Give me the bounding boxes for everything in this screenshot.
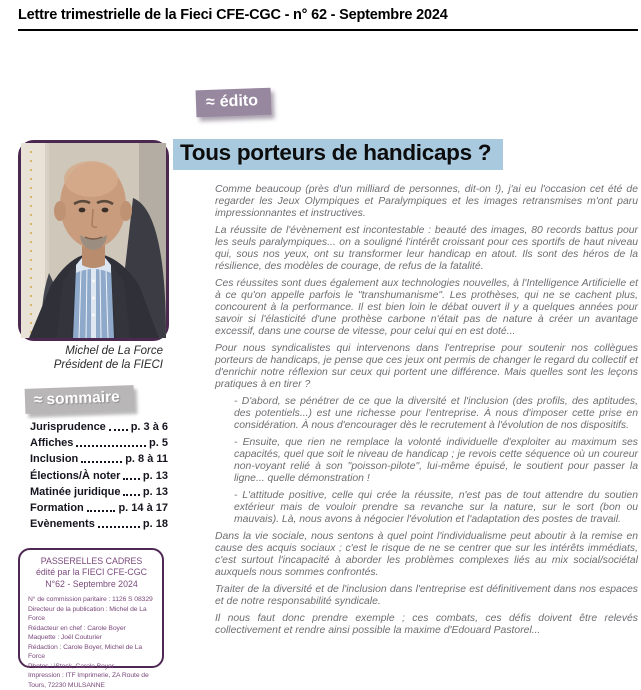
- imprint-header: [28, 556, 155, 590]
- toc-page: p. 13: [142, 469, 168, 482]
- president-photo: [18, 140, 169, 341]
- imprint-details: [28, 595, 155, 690]
- toc-page: p. 13: [142, 485, 168, 498]
- portrait-caption: [10, 344, 163, 373]
- article-title: Tous porteurs de handicaps ?: [173, 139, 503, 170]
- imprint-detail-line: N° de commission paritaire : 1126 S 08329: [28, 596, 153, 604]
- imprint-title: PASSERELLES CADRES: [40, 556, 143, 566]
- imprint-detail-line: Directeur de la publication : Michel de La Force: [28, 605, 147, 623]
- editorial-body: [215, 184, 638, 642]
- toc-item-affiches[interactable]: [30, 437, 168, 449]
- toc-page: p. 3 à 6: [130, 421, 168, 433]
- toc-page: p. 8 à 11: [125, 453, 168, 466]
- toc-item-evenements[interactable]: [30, 518, 168, 530]
- imprint-issue: N°62 - Septembre 2024: [45, 578, 138, 589]
- toc-leader-dots: [109, 429, 128, 431]
- toc-item-jurisprudence[interactable]: [30, 421, 168, 433]
- toc-page: p. 14 à 17: [118, 501, 168, 514]
- toc-item-inclusion[interactable]: [30, 453, 168, 465]
- imprint-detail-line: Impression : ITF Imprimerie, ZA Route de Tours, 72230 MULSANNE: [28, 672, 149, 689]
- imprint-detail-line: Rédacteur en chef : Carole Boyer: [28, 624, 126, 632]
- article-paragraph: Il nous faut donc prendre exemple ; ces combats, ces défis doivent être relevés collectivement et rendre ainsi possible la maxime d'Edouard Pastorel...: [215, 613, 638, 636]
- toc-label: Élections/À noter: [30, 469, 121, 482]
- imprint-box: [18, 548, 164, 689]
- imprint-detail-line: Photos : iStock, Carole Boyer: [28, 662, 114, 670]
- article-paragraph: Traiter de la diversité et de l'inclusion dans l'entreprise est définitivement dans nos espaces et de notre responsabilité syndicale.: [215, 584, 638, 607]
- sommaire-banner-label: sommaire: [46, 388, 120, 409]
- toc-label: Affiches: [30, 437, 74, 450]
- sommaire-section-banner: [25, 385, 135, 414]
- author-role: Président de la FIECI: [53, 359, 163, 372]
- article-paragraph: - L'attitude positive, celle qui crée la réussite, n'est pas de tout attendre du soutien extérieur mais de vouloir prendre sa revanche sur la nature, sur le sort (bon ou mauvais). Là, nous avons à négocier l'évolution et l'adaptation des postes de travail.: [234, 490, 638, 525]
- approx-icon: ≈: [205, 93, 216, 111]
- toc-leader-dots: [81, 461, 122, 463]
- approx-icon: ≈: [33, 391, 43, 409]
- toc-label: Matinée juridique: [30, 485, 121, 498]
- article-paragraph: - D'abord, se pénétrer de ce que la diversité et l'inclusion (des profils, des aptitudes, des potentiels...) est une richesse pour l'entreprise. À nous d'imposer cette prise en considération. À nous d'encourager dès le recrutement à l'évolution de nos dispositifs.: [234, 396, 638, 431]
- toc-item-matinee-juridique[interactable]: [30, 486, 168, 498]
- portrait-illustration: [21, 143, 166, 338]
- imprint-detail-line: Rédaction : Carole Boyer, Michel de La Force: [28, 643, 143, 661]
- toc-page: p. 18: [142, 518, 168, 531]
- table-of-contents: [30, 421, 168, 534]
- toc-leader-dots: [87, 510, 116, 512]
- author-name: Michel de La Force: [65, 345, 163, 357]
- article-paragraph: Dans la vie sociale, nous sentons à quel point l'individualisme peut aboutir à la remise en cause des acquis sociaux ; c'est le risque de ne se centrer que sur les intérêts immédiats, c'est surtout l'incapacité à aborder les problèmes complexes liés au mix social/sociétal auxquels nous sommes confrontés.: [215, 531, 638, 578]
- article-paragraph: Ces réussites sont dues également aux technologies nouvelles, à l'Intelligence Artificielle et à ce qu'on appelle parfois le "transhumanisme". Les prothèses, qui ne se cachent plus, concourent à la performance. Il est bien loin le débat ouvert il y a quelques années pour savoir si l'élasticité d'une prothèse carbone n'était pas de nature à créer un avantage excessif, dans une course de vitesse, pour celui qui en est doté...: [215, 278, 638, 337]
- article-paragraph: La réussite de l'évènement est incontestable : beauté des images, 80 records battus pour les seuls paralympiques... on a souligné l'intérêt croissant pour ces sportifs de haut niveau qui, sous nos yeux, ont su transformer leur handicap en atout. Ils sont des héros de la résilience, des modèles de courage, de refus de la fatalité.: [215, 225, 638, 272]
- toc-item-elections[interactable]: [30, 470, 168, 482]
- article-paragraph: Comme beaucoup (près d'un milliard de personnes, dit-on !), j'ai eu l'occasion cet été de regarder les Jeux Olympiques et Paralympiques et les images retransmises m'ont paru impressionnantes et instructives.: [215, 184, 638, 219]
- imprint-publisher: édité par la FIECI CFE-CGC: [36, 567, 147, 578]
- edito-banner-label: édito: [219, 92, 259, 111]
- toc-label: Jurisprudence: [30, 421, 106, 433]
- toc-leader-dots: [123, 478, 139, 480]
- article-paragraph: - Ensuite, que rien ne remplace la volonté individuelle d'exploiter au maximum ses capacités, quel que soit le niveau de handicap ; je revois cette séquence où un coureur non-voyant relié à son "poisson-pilote", lui-même épuisé, le soutient pour passer la ligne... quelle démonstration !: [234, 437, 638, 484]
- toc-item-formation[interactable]: [30, 502, 168, 514]
- toc-page: p. 5: [149, 437, 168, 450]
- toc-label: Inclusion: [30, 453, 79, 466]
- toc-leader-dots: [123, 494, 139, 496]
- edito-section-banner: [196, 88, 272, 118]
- masthead-rule: [18, 29, 638, 31]
- masthead-title: Lettre trimestrielle de la Fieci CFE-CGC - n° 62 - Septembre 2024: [18, 7, 448, 23]
- toc-label: Evènements: [30, 518, 95, 531]
- article-paragraph: Pour nous syndicalistes qui intervenons dans l'entreprise pour soutenir nos collègues porteurs de handicaps, je pense que ces jeux ont permis de changer le regard du collectif et d'enrichir notre réflexion sur ceux qui portent une différence. Mais quelles sont les leçons pratiques à en tirer ?: [215, 343, 638, 390]
- toc-label: Formation: [30, 501, 84, 514]
- imprint-detail-line: Maquette : Joël Couturier: [28, 634, 102, 642]
- toc-leader-dots: [76, 445, 146, 447]
- toc-leader-dots: [98, 526, 140, 528]
